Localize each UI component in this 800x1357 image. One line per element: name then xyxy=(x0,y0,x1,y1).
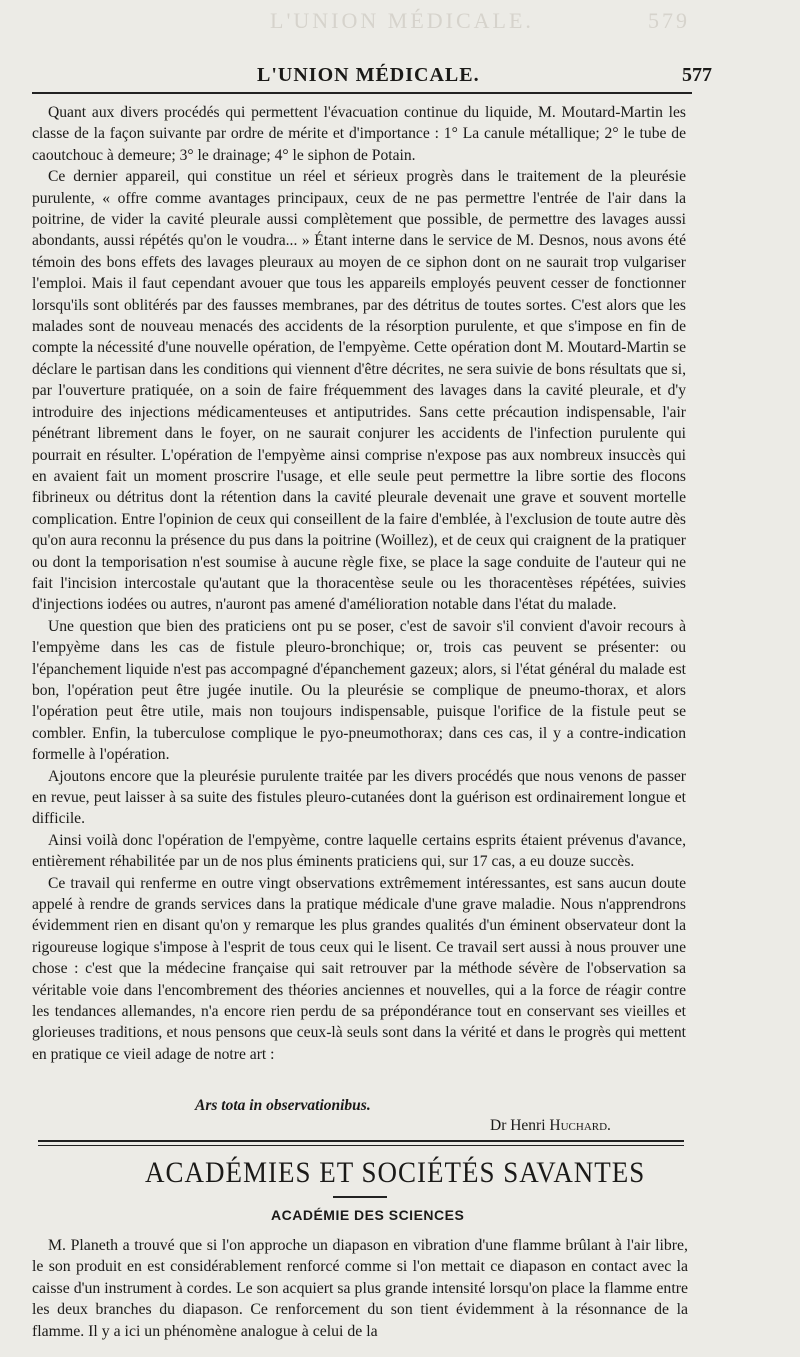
section-ornament-rule xyxy=(333,1196,387,1198)
running-header xyxy=(32,60,740,92)
article-body xyxy=(32,102,686,1065)
article-paragraph: Une question que bien des praticiens ont pu se poser, c'est de savoir s'il convient d'avoir recours à l'empyème dans les cas de fistule pleuro-bronchique; or, trois cas peuvent se présenter: ou l'épanchement liquide n'est pas accompagné d'épanchement gazeux; alors, si l'état général du malade est bon, l'opération peut être jugée inutile. Ou la pleurésie se complique de pneumo-thorax, et alors l'opération peut être utile, mais non toujours indispensable, puisque l'orifice de la fistule peut se combler. Enfin, la tuberculose complique le pyo-pneumothorax; dans ces cas, il y a contre-indication formelle à l'opération. xyxy=(32,617,686,764)
article-paragraph: Quant aux divers procédés qui permettent l'évacuation continue du liquide, M. Moutard-Martin les classe de la façon suivante par ordre de mérite et d'importance : 1° La canule métallique; 2° le tube de caoutchouc à demeure; 3° le drainage; 4° le siphon de Potain. xyxy=(32,104,686,164)
signature-prefix: Dr Henri xyxy=(490,1117,550,1134)
author-signature xyxy=(490,1117,611,1135)
page-number: 577 xyxy=(682,64,712,86)
article-paragraph: Ce travail qui renferme en outre vingt observations extrêmement intéressantes, est sans aucun doute appelé à rendre de grands services dans la pratique médicale d'une grave maladie. Nous n'apprendrons évidemment rien en disant qu'on y remarque les plus grandes qualités d'un éminent observateur dont la rigoureuse logique s'impose à l'esprit de tous ceux qui le lisent. Ce travail sert aussi à nous prouver une chose : c'est que la médecine française qui sait retrouver par la méthode sévère de l'observation sa véritable voie dans l'encombrement des théories anciennes et nouvelles, qui a la force de réagir contre les tendances allemandes, n'a encore rien perdu de sa prépondérance tout en conservant ses vieilles et glorieuses traditions, et nous pensons que ceux-là seuls sont dans la vérité et dans le progrès qui mettent en pratique ce vieil adage de notre art : xyxy=(32,874,686,1063)
article-paragraph: Ajoutons encore que la pleurésie purulente traitée par les divers procédés que nous venons de passer en revue, peut laisser à sa suite des fistules pleuro-cutanées dont la guérison est ordinairement longue et difficile. xyxy=(32,767,686,828)
show-through-title: L'UNION MÉDICALE. xyxy=(270,8,534,33)
section-title: ACADÉMIES ET SOCIÉTÉS SAVANTES xyxy=(145,1155,646,1189)
subsection-title: ACADÉMIE DES SCIENCES xyxy=(271,1207,465,1223)
latin-motto: Ars tota in observationibus. xyxy=(195,1097,371,1114)
academie-body xyxy=(32,1235,688,1342)
academie-paragraph: M. Planeth a trouvé que si l'on approche un diapason en vibration d'une flamme brûlant à l'air libre, le son produit en est considérablement renforcé comme si l'on mettait ce diapason en contact avec la caisse d'un instrument à cordes. Le son acquiert sa plus grande intensité lorsqu'on place la flamme entre les deux branches du diapason. Ce renforcement du son tient évidemment à la résonnance de la flamme. Il y a ici un phénomène analogue à celui de la xyxy=(32,1237,688,1340)
show-through-header xyxy=(270,8,690,34)
header-rule xyxy=(32,92,692,94)
running-title: L'UNION MÉDICALE. xyxy=(257,64,480,86)
show-through-page-number: 579 xyxy=(648,8,690,33)
section-divider-top xyxy=(38,1140,684,1142)
article-paragraph: Ce dernier appareil, qui constitue un réel et sérieux progrès dans le traitement de la pleurésie purulente, « offre comme avantages principaux, ceux de ne pas permettre l'entrée de l'air dans la poitrine, de vider la cavité pleurale aussi complètement que possible, de permettre des lavages aussi abondants, aussi répétés qu'on le voudra... » Étant interne dans le service de M. Desnos, nous avons été témoin des bons effets des lavages pleuraux au moyen de ce siphon dont on ne saurait trop vulgariser l'emploi. Mais il faut cependant avouer que tous les appareils employés peuvent cesser de fonctionner lorsqu'ils sont oblitérés par des fausses membranes, par des détritus de toutes sortes. C'est alors que les malades sont de nouveau menacés des accidents de la résorption purulente, et que s'impose en fin de compte la nécessité d'une nouvelle opération, de l'empyème. Cette opération dont M. Moutard-Martin se déclare le partisan dans les conditions qui viennent d'être décrites, ne sera suivie de bons résultats que si, par l'ouverture pratiquée, on a soin de faire fréquemment des lavages dans la cavité pleurale, et d'y introduire des injections médicamenteuses et antiputrides. Sans cette précaution indispensable, l'air pénétrant librement dans le foyer, on ne saurait conjurer les accidents de l'infection purulente qui pourrait en résulter. L'opération de l'empyème ainsi comprise n'expose pas aux nombreux insuccès qui en avaient fait un moment proscrire l'usage, et elle seule peut permettre la libre sortie des flocons fibrineux ou détritus dont la rétention dans la cavité pleurale devenait une grave et souvent mortelle complication. Entre l'opinion de ceux qui conseillent de la faire d'emblée, à l'exclusion de toute autre dès qu'on aura reconnu la présence du pus dans la poitrine (Woillez), et de ceux qui craignent de la pratiquer ou dont la temporisation n'est soumise à aucune règle fixe, se place la sage conduite de l'auteur qui ne fait l'incision intercostale qu'autant que la thoracentèse seule ou les thoracentèses répétées, suivies d'injections iodées ou autres, n'auront pas amené d'amélioration notable dans l'état du malade. xyxy=(32,168,686,614)
article-paragraph: Ainsi voilà donc l'opération de l'empyème, contre laquelle certains esprits étaient prévenus d'avance, entièrement réhabilitée par un de nos plus éminents praticiens qui, sur 17 cas, a eu douze succès. xyxy=(32,831,686,871)
signature-name: Huchard. xyxy=(549,1117,611,1134)
section-divider-bottom xyxy=(38,1145,684,1146)
